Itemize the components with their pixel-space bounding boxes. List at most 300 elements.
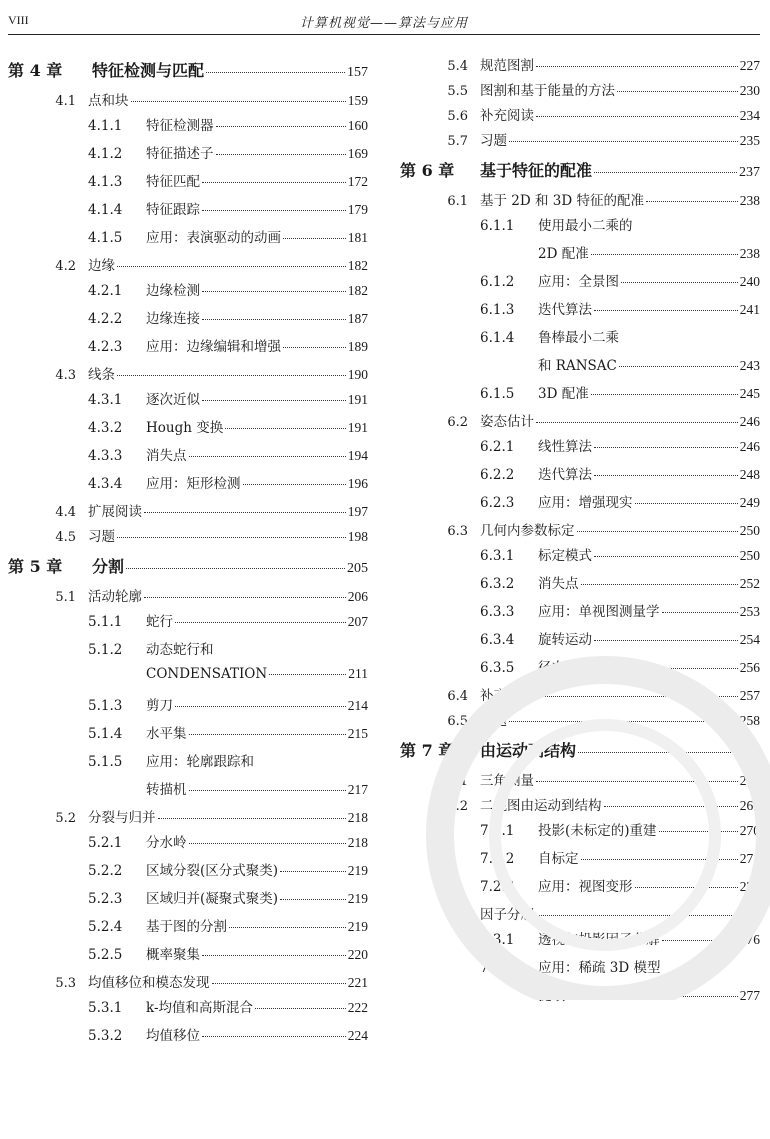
- toc-entry-title: 特征跟踪: [146, 202, 200, 218]
- toc-entry-title: 分裂与归并: [88, 810, 156, 826]
- dot-leader: [280, 870, 346, 872]
- toc-entry-chapter: [400, 734, 760, 769]
- toc-entry-title: 几何内参数标定: [480, 523, 575, 539]
- toc-entry-number: 5.2.2: [88, 863, 123, 879]
- toc-entry-number: 5.5: [447, 84, 468, 99]
- toc-entry-page: 207: [347, 614, 368, 629]
- toc-entry-title: 迭代算法: [538, 467, 592, 483]
- dot-leader: [126, 567, 345, 569]
- dot-leader: [283, 346, 346, 348]
- toc-entry-section: [400, 769, 760, 794]
- toc-entry-sub: [400, 628, 760, 656]
- toc-entry-page: 221: [347, 975, 368, 990]
- dot-leader: [206, 71, 345, 73]
- dot-leader: [189, 733, 346, 735]
- toc-entry-sub: [8, 887, 368, 915]
- toc-entry-title: 消失点: [538, 576, 579, 592]
- toc-entry-page: 219: [347, 891, 368, 906]
- toc-entry-number: 4.1.2: [88, 146, 123, 162]
- toc-entry-sub: [8, 610, 368, 638]
- dot-leader: [635, 502, 738, 504]
- toc-entry-page: 250: [739, 523, 760, 538]
- toc-entry-title: 由运动到结构: [480, 741, 577, 760]
- toc-entry-title: 投影(未标定的)重建: [538, 823, 657, 839]
- toc-entry-title: 边缘: [88, 258, 115, 274]
- toc-entry-chapter: [400, 154, 760, 189]
- dot-leader: [567, 995, 738, 997]
- dot-leader: [536, 65, 738, 67]
- toc-entry-title: k-均值和高斯混合: [146, 1000, 254, 1016]
- toc-entry-title: 应用：单视图测量学: [538, 604, 660, 620]
- dot-leader: [509, 720, 738, 722]
- toc-entry-section: [8, 500, 368, 525]
- toc-entry-title: 特征描述子: [146, 146, 214, 162]
- toc-entry-sub: [8, 444, 368, 472]
- toc-entry-sub: [400, 326, 760, 354]
- toc-entry-title: 应用：全景图: [538, 274, 619, 290]
- toc-entry-title: 径向畸变: [538, 660, 592, 676]
- toc-entry-page: 194: [347, 448, 368, 463]
- toc-entry-sub: [400, 847, 760, 875]
- dot-leader: [255, 1007, 346, 1009]
- toc-entry-title: 应用：轮廓跟踪和: [146, 754, 254, 770]
- toc-entry-page: 270: [739, 823, 760, 838]
- toc-entry-cont: [400, 354, 760, 382]
- toc-entry-page: 238: [739, 193, 760, 208]
- toc-entry-sub: [8, 114, 368, 142]
- dot-leader: [202, 181, 346, 183]
- toc-entry-sub: [8, 279, 368, 307]
- toc-entry-number: 6.2: [447, 415, 468, 430]
- dot-leader: [578, 751, 737, 753]
- toc-entry-page: 189: [347, 339, 368, 354]
- toc-entry-sub: [8, 943, 368, 971]
- dot-leader: [283, 237, 346, 239]
- toc-entry-number: 5.2: [55, 811, 76, 826]
- dot-leader: [635, 886, 738, 888]
- toc-entry-page: 181: [347, 230, 368, 245]
- dot-leader: [536, 115, 738, 117]
- dot-leader: [581, 583, 738, 585]
- toc-entry-title: 分水岭: [146, 835, 187, 851]
- toc-entry-page: 159: [347, 93, 368, 108]
- toc-entry-number: 5.1.2: [88, 642, 123, 658]
- toc-entry-number: 6.3: [447, 524, 468, 539]
- toc-entry-sub: [8, 472, 368, 500]
- toc-entry-number: 6.2.3: [480, 495, 515, 511]
- toc-entry-section: [400, 519, 760, 544]
- toc-entry-number: 第 4 章: [8, 61, 63, 80]
- toc-entry-sub: [400, 600, 760, 628]
- toc-entry-page: 245: [739, 386, 760, 401]
- toc-entry-title: 使用最小二乘的: [538, 218, 633, 234]
- toc-entry-number: 5.6: [447, 109, 468, 124]
- toc-entry-number: 6.3.5: [480, 660, 515, 676]
- toc-right-column: [400, 54, 760, 1012]
- dot-leader: [243, 483, 346, 485]
- dot-leader: [594, 474, 738, 476]
- toc-entry-page: 230: [739, 83, 760, 98]
- toc-entry-title: 基于 2D 和 3D 特征的配准: [480, 193, 644, 209]
- toc-entry-number: 第 6 章: [400, 161, 455, 180]
- page-number: VIII: [8, 13, 29, 27]
- toc-entry-page: 169: [347, 146, 368, 161]
- toc-entry-title: 补充阅读: [480, 688, 534, 704]
- dot-leader: [202, 399, 346, 401]
- toc-entry-page: 235: [739, 133, 760, 148]
- dot-leader: [212, 982, 346, 984]
- toc-entry-number: 4.3: [55, 368, 76, 383]
- toc-entry-sub: [400, 214, 760, 242]
- toc-entry-number: 4.1.5: [88, 230, 123, 246]
- toc-entry-title: 应用：增强现实: [538, 495, 633, 511]
- toc-entry-sub: [8, 915, 368, 943]
- toc-entry-sub: [400, 875, 760, 903]
- toc-entry-number: 7.1: [447, 774, 468, 789]
- toc-entry-sub: [8, 198, 368, 226]
- toc-entry-title: 三角测量: [480, 773, 534, 789]
- dot-leader: [617, 90, 738, 92]
- dot-leader: [536, 421, 738, 423]
- dot-leader: [189, 455, 346, 457]
- toc-entry-page: 243: [739, 358, 760, 373]
- toc-entry-section: [8, 971, 368, 996]
- toc-entry-number: 5.2.5: [88, 947, 123, 963]
- toc-entry-number: 4.2.1: [88, 283, 123, 299]
- toc-entry-number: 5.2.3: [88, 891, 123, 907]
- toc-entry-page: 160: [347, 118, 368, 133]
- toc-entry-title: 蛇行: [146, 614, 173, 630]
- toc-entry-page: 187: [347, 311, 368, 326]
- toc-entry-title: 应用：矩形检测: [146, 476, 241, 492]
- dot-leader: [662, 939, 738, 941]
- toc-entry-title: 姿态估计: [480, 414, 534, 430]
- toc-entry-number: 4.3.2: [88, 420, 123, 436]
- dot-leader: [594, 171, 737, 173]
- dot-leader: [594, 555, 738, 557]
- toc-entry-title: 扩展阅读: [88, 504, 142, 520]
- toc-entry-sub: [8, 388, 368, 416]
- toc-entry-title: 边缘检测: [146, 283, 200, 299]
- toc-entry-page: 218: [347, 835, 368, 850]
- toc-entry-number: 6.4: [447, 689, 468, 704]
- toc-entry-title: 二视图由运动到结构: [480, 798, 602, 814]
- toc-entry-number: 4.3.4: [88, 476, 123, 492]
- toc-entry-section: [8, 525, 368, 550]
- dot-leader: [117, 374, 346, 376]
- toc-entry-number: 4.2: [55, 259, 76, 274]
- toc-entry-sub: [400, 956, 760, 984]
- page-header: [8, 6, 760, 35]
- toc-entry-page: 277: [739, 988, 760, 1003]
- toc-entry-title: Hough 变换: [146, 420, 224, 436]
- dot-leader: [189, 789, 346, 791]
- toc-entry-title: 鲁棒最小二乘: [538, 330, 619, 346]
- toc-entry-sub: [8, 996, 368, 1024]
- toc-entry-sub: [8, 694, 368, 722]
- toc-entry-number: 5.3.2: [88, 1028, 123, 1044]
- toc-entry-number: 5.1: [55, 590, 76, 605]
- toc-entry-number: 4.2.2: [88, 311, 123, 327]
- toc-entry-title: 和 RANSAC: [538, 358, 617, 374]
- toc-entry-number: 5.1.1: [88, 614, 123, 630]
- toc-entry-sub: [400, 928, 760, 956]
- toc-entry-page: 274: [739, 907, 760, 922]
- dot-leader: [117, 536, 346, 538]
- toc-entry-sub: [8, 722, 368, 750]
- dot-leader: [189, 842, 346, 844]
- dot-leader: [175, 705, 346, 707]
- toc-entry-title: 区域分裂(区分式聚类): [146, 863, 279, 879]
- dot-leader: [509, 140, 738, 142]
- toc-entry-number: 7.2.1: [480, 823, 515, 839]
- dot-leader: [581, 858, 738, 860]
- toc-entry-title: 水平集: [146, 726, 187, 742]
- toc-entry-section: [8, 806, 368, 831]
- toc-left-column: [8, 54, 368, 1052]
- toc-entry-sub: [400, 819, 760, 847]
- toc-entry-number: 6.3.4: [480, 632, 515, 648]
- toc-entry-title: 自标定: [538, 851, 579, 867]
- toc-entry-title: 线条: [88, 367, 115, 383]
- toc-entry-cont: [400, 984, 760, 1012]
- toc-entry-number: 5.3: [55, 976, 76, 991]
- toc-entry-title: 基于图的分割: [146, 919, 227, 935]
- toc-entry-page: 256: [739, 660, 760, 675]
- toc-entry-section: [400, 794, 760, 819]
- toc-entry-sub: [400, 656, 760, 684]
- toc-entry-sub: [8, 859, 368, 887]
- toc-entry-title: 提取: [538, 988, 565, 1004]
- toc-entry-number: 4.4: [55, 505, 76, 520]
- toc-entry-number: 第 7 章: [400, 741, 455, 760]
- toc-entry-section: [8, 89, 368, 114]
- toc-entry-title: 转描机: [146, 782, 187, 798]
- toc-entry-section: [400, 709, 760, 734]
- toc-entry-number: 6.1.4: [480, 330, 515, 346]
- toc-entry-page: 196: [347, 476, 368, 491]
- toc-entry-page: 254: [739, 632, 760, 647]
- toc-entry-section: [400, 54, 760, 79]
- toc-entry-section: [400, 79, 760, 104]
- toc-entry-page: 273: [739, 879, 760, 894]
- toc-entry-page: 191: [347, 420, 368, 435]
- dot-leader: [621, 281, 738, 283]
- dot-leader: [662, 611, 738, 613]
- toc-entry-title: 3D 配准: [538, 386, 589, 402]
- toc-entry-section: [400, 129, 760, 154]
- toc-entry-section: [8, 254, 368, 279]
- toc-entry-number: 7.2.2: [480, 851, 515, 867]
- toc-entry-page: 227: [739, 58, 760, 73]
- toc-entry-title: 消失点: [146, 448, 187, 464]
- toc-entry-page: 246: [739, 414, 760, 429]
- dot-leader: [269, 673, 346, 675]
- toc-entry-number: 6.1.3: [480, 302, 515, 318]
- dot-leader: [594, 446, 738, 448]
- toc-entry-title: 逐次近似: [146, 392, 200, 408]
- toc-entry-number: 6.3.2: [480, 576, 515, 592]
- toc-entry-page: 182: [347, 258, 368, 273]
- toc-entry-title: 特征检测器: [146, 118, 214, 134]
- toc-entry-title: 基于特征的配准: [480, 161, 593, 180]
- dot-leader: [158, 817, 346, 819]
- toc-entry-page: 219: [347, 863, 368, 878]
- toc-entry-title: 特征匹配: [146, 174, 200, 190]
- dot-leader: [604, 805, 738, 807]
- toc-entry-number: 5.2.4: [88, 919, 123, 935]
- toc-entry-page: 198: [347, 529, 368, 544]
- dot-leader: [594, 309, 738, 311]
- dot-leader: [591, 393, 738, 395]
- toc-entry-page: 220: [347, 947, 368, 962]
- toc-entry-title: 旋转运动: [538, 632, 592, 648]
- toc-entry-number: 4.3.3: [88, 448, 123, 464]
- toc-entry-sub: [8, 416, 368, 444]
- toc-entry-sub: [400, 463, 760, 491]
- toc-entry-title: 习题: [480, 713, 507, 729]
- toc-entry-page: 218: [347, 810, 368, 825]
- toc-entry-sub: [400, 298, 760, 326]
- toc-entry-title: 活动轮廓: [88, 589, 142, 605]
- toc-entry-page: 238: [739, 246, 760, 261]
- toc-entry-title: 透视与投影因子分解: [538, 932, 660, 948]
- toc-entry-number: 7.3: [447, 908, 468, 923]
- dot-leader: [144, 596, 346, 598]
- toc-entry-page: 271: [739, 851, 760, 866]
- toc-entry-page: 214: [347, 698, 368, 713]
- toc-entry-sub: [400, 270, 760, 298]
- toc-entry-title: 图割和基于能量的方法: [480, 83, 615, 99]
- toc-entry-number: 4.1.4: [88, 202, 123, 218]
- dot-leader: [131, 100, 346, 102]
- toc-entry-sub: [8, 335, 368, 363]
- dot-leader: [577, 530, 738, 532]
- toc-entry-sub: [400, 544, 760, 572]
- dot-leader: [594, 639, 738, 641]
- toc-entry-title: 习题: [88, 529, 115, 545]
- toc-entry-number: 6.3.1: [480, 548, 515, 564]
- toc-entry-section: [400, 104, 760, 129]
- dot-leader: [202, 1035, 346, 1037]
- toc-entry-title: 补充阅读: [480, 108, 534, 124]
- toc-entry-title: 规范图割: [480, 58, 534, 74]
- toc-entry-sub: [400, 572, 760, 600]
- toc-entry-number: 第 5 章: [8, 557, 63, 576]
- toc-entry-cont: [400, 242, 760, 270]
- toc-entry-sub: [8, 831, 368, 859]
- toc-entry-number: 5.3.1: [88, 1000, 123, 1016]
- toc-entry-number: 6.3.3: [480, 604, 515, 620]
- toc-entry-title: 应用：视图变形: [538, 879, 633, 895]
- toc-entry-sub: [8, 638, 368, 666]
- toc-entry-title: 应用：表演驱动的动画: [146, 230, 281, 246]
- toc-entry-number: 4.1: [55, 94, 76, 109]
- toc-entry-number: 7.2.3: [480, 879, 515, 895]
- toc-entry-chapter: [8, 550, 368, 585]
- dot-leader: [117, 265, 346, 267]
- toc-entry-number: 6.1.1: [480, 218, 515, 234]
- toc-entry-title: 均值移位和模态发现: [88, 975, 210, 991]
- toc-entry-title: 区域归并(凝聚式聚类): [146, 891, 279, 907]
- toc-entry-title: CONDENSATION: [146, 666, 268, 682]
- toc-entry-title: 应用：稀疏 3D 模型: [538, 960, 661, 976]
- dot-leader: [216, 125, 346, 127]
- toc-entry-number: 6.5: [447, 714, 468, 729]
- toc-entry-number: 5.4: [447, 59, 468, 74]
- toc-entry-title: 2D 配准: [538, 246, 589, 262]
- dot-leader: [536, 914, 738, 916]
- toc-entry-page: 257: [739, 688, 760, 703]
- toc-entry-cont: [8, 778, 368, 806]
- toc-entry-number: 6.2.2: [480, 467, 515, 483]
- toc-entry-number: 5.2.1: [88, 835, 123, 851]
- dot-leader: [591, 253, 738, 255]
- toc-entry-number: 7.2: [447, 799, 468, 814]
- toc-entry-sub: [8, 142, 368, 170]
- toc-entry-number: 5.1.3: [88, 698, 123, 714]
- toc-entry-number: 7.3.1: [480, 932, 515, 948]
- toc-entry-sub: [8, 226, 368, 254]
- toc-entry-title: 概率聚集: [146, 947, 200, 963]
- toc-entry-page: 182: [347, 283, 368, 298]
- toc-entry-title: 习题: [480, 133, 507, 149]
- toc-entry-title: 剪刀: [146, 698, 173, 714]
- toc-entry-sub: [8, 170, 368, 198]
- toc-entry-page: 249: [739, 495, 760, 510]
- toc-entry-section: [8, 585, 368, 610]
- toc-entry-page: 205: [347, 561, 368, 576]
- toc-entry-page: 253: [739, 604, 760, 619]
- toc-entry-page: 252: [739, 576, 760, 591]
- dot-leader: [646, 200, 738, 202]
- running-title: 计算机视觉——算法与应用: [299, 16, 468, 31]
- toc-entry-title: 均值移位: [146, 1028, 200, 1044]
- toc-entry-page: 157: [347, 65, 368, 80]
- dot-leader: [202, 954, 346, 956]
- dot-leader: [536, 695, 738, 697]
- toc-entry-page: 237: [739, 165, 760, 180]
- toc-entry-page: 179: [347, 202, 368, 217]
- toc-entry-section: [400, 410, 760, 435]
- toc-entry-page: 215: [347, 726, 368, 741]
- toc-entry-number: 6.1.5: [480, 386, 515, 402]
- toc-entry-sub: [400, 491, 760, 519]
- dot-leader: [225, 427, 346, 429]
- toc-entry-title: 因子分解: [480, 907, 534, 923]
- dot-leader: [280, 898, 346, 900]
- toc-entry-page: 190: [347, 367, 368, 382]
- toc-entry-page: 197: [347, 504, 368, 519]
- toc-entry-page: 250: [739, 548, 760, 563]
- toc-entry-number: 7.3.2: [480, 960, 515, 976]
- toc-entry-section: [8, 363, 368, 388]
- toc-entry-cont: [8, 666, 368, 694]
- toc-entry-sub: [8, 1024, 368, 1052]
- toc-entry-page: 240: [739, 274, 760, 289]
- toc-entry-number: 4.1.1: [88, 118, 123, 134]
- toc-entry-page: 191: [347, 392, 368, 407]
- toc-entry-page: 276: [739, 932, 760, 947]
- toc-entry-title: 分割: [92, 557, 125, 576]
- toc-entry-title: 点和块: [88, 93, 129, 109]
- dot-leader: [202, 290, 346, 292]
- toc-entry-title: 线性算法: [538, 439, 592, 455]
- dot-leader: [659, 830, 738, 832]
- toc-entry-title: 应用：边缘编辑和增强: [146, 339, 281, 355]
- dot-leader: [175, 621, 346, 623]
- toc-entry-section: [400, 903, 760, 928]
